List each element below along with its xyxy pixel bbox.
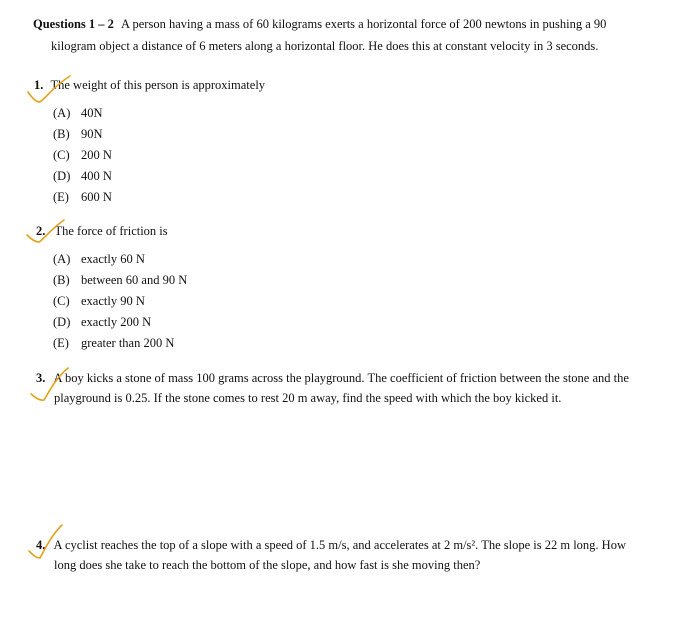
question-1-option-d <box>53 168 112 184</box>
option-letter: (E) <box>53 190 69 204</box>
question-2-option-b <box>53 272 187 288</box>
question-2-option-e <box>53 335 174 351</box>
option-text: 40N <box>81 106 103 120</box>
option-text: 90N <box>81 127 103 141</box>
option-text: 600 N <box>81 190 112 204</box>
question-4-text-line-1: A cyclist reaches the top of a slope with a speed of 1.5 m/s, and accelerates at 2 m/s². The slope is 22 m long. How <box>53 538 626 552</box>
option-letter: (A) <box>53 106 71 120</box>
question-1-option-e <box>53 189 112 205</box>
option-letter: (C) <box>53 148 70 162</box>
option-text: 400 N <box>81 169 112 183</box>
intro-text-line-1: A person having a mass of 60 kilograms exerts a horizontal force of 200 newtons in pushing a 90 <box>121 17 607 31</box>
option-letter: (E) <box>53 336 69 350</box>
question-3-number: 3. <box>36 371 46 385</box>
question-3-text-line-1: A boy kicks a stone of mass 100 grams across the playground. The coefficient of friction between the stone and the <box>53 371 629 385</box>
question-2-option-d <box>53 314 151 330</box>
option-letter: (D) <box>53 169 71 183</box>
question-1-option-c <box>53 147 112 163</box>
question-2-text: The force of friction is <box>54 224 168 238</box>
question-1-option-a <box>53 105 103 121</box>
option-letter: (A) <box>53 252 71 266</box>
question-4 <box>36 537 626 553</box>
question-2-option-a <box>53 251 145 267</box>
option-text: 200 N <box>81 148 112 162</box>
option-text: between 60 and 90 N <box>81 273 188 287</box>
question-1-text: The weight of this person is approximately <box>50 78 266 92</box>
questions-range-label: Questions 1 – 2 <box>33 17 114 31</box>
question-1-number: 1. <box>34 78 44 92</box>
intro-text-line-2: kilogram object a distance of 6 meters along a horizontal floor. He does this at constant velocity in 3 seconds. <box>51 39 599 53</box>
questions-header-line-1 <box>33 16 606 32</box>
question-2 <box>36 223 168 239</box>
question-4-text-line-2: long does she take to reach the bottom of the slope, and how fast is she moving then? <box>54 558 481 572</box>
question-3-text-line-2: playground is 0.25. If the stone comes to rest 20 m away, find the speed with which the boy kicked it. <box>54 391 562 405</box>
question-1 <box>34 77 265 93</box>
option-text: greater than 200 N <box>81 336 175 350</box>
option-text: exactly 90 N <box>81 294 145 308</box>
option-letter: (D) <box>53 315 71 329</box>
option-letter: (C) <box>53 294 70 308</box>
option-letter: (B) <box>53 127 70 141</box>
question-4-number: 4. <box>36 538 46 552</box>
option-letter: (B) <box>53 273 70 287</box>
question-3 <box>36 370 629 386</box>
question-1-option-b <box>53 126 103 142</box>
question-2-number: 2. <box>36 224 46 238</box>
option-text: exactly 200 N <box>81 315 152 329</box>
option-text: exactly 60 N <box>81 252 145 266</box>
question-2-option-c <box>53 293 145 309</box>
